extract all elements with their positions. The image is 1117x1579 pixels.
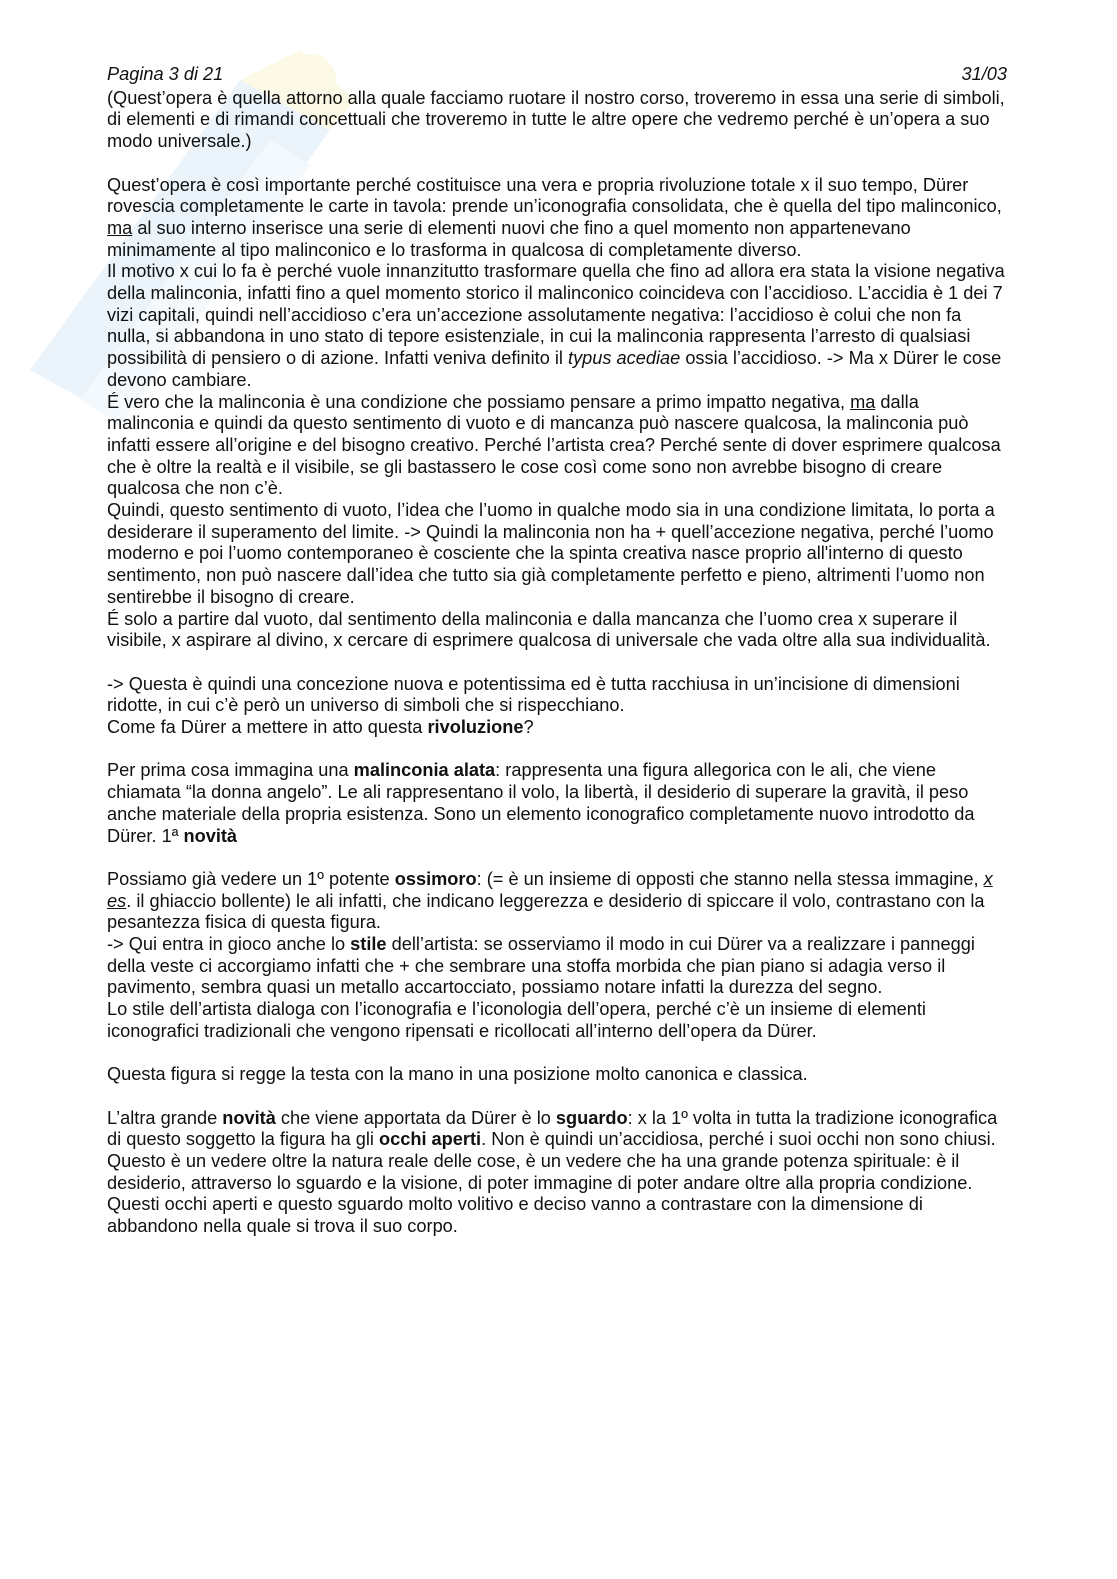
paragraph: (Quest’opera è quella attorno alla quale facciamo ruotare il nostro corso, troveremo in essa una serie di simboli, di elementi e di rimandi concettuali che troveremo in tutte le altre opere che vedremo perché è un’opera a suo modo universale.) [107, 87, 1005, 152]
paragraph: Per prima cosa immagina una malinconia alata: rappresenta una figura allegorica con le ali, che viene chiamata “la donna angelo”. Le ali rappresentano il volo, la libertà, il desiderio di superare la gravità, il peso anche materiale della propria esistenza. Sono un elemento iconografico completamente nuovo introdotto da Dürer. 1ª novità [107, 760, 975, 846]
paragraph: É solo a partire dal vuoto, dal sentimento della malinconia e dalla mancanza che l’uomo crea x superare il visibile, x aspirare al divino, x cercare di esprimere qualcosa di universale che vada oltre alla sua individualità. [107, 608, 991, 651]
paragraph: Come fa Dürer a mettere in atto questa rivoluzione? [107, 717, 534, 738]
page-date: 31/03 [961, 64, 1007, 84]
paragraph: Questa figura si regge la testa con la mano in una posizione molto canonica e classica. [107, 1064, 808, 1085]
paragraph: É vero che la malinconia è una condizione che possiamo pensare a primo impatto negativa, ma dalla malinconia e quindi da questo sentimento di vuoto e di mancanza può nascere qualcosa, la malinconia può infatti essere all’origine e del bisogno creativo. Perché l’artista crea? Perché sente di dover esprimere qualcosa che è oltre la realtà e il visibile, se gli bastassero le cose così come sono non avrebbe bisogno di creare qualcosa che non c’è. [107, 391, 1001, 499]
paragraph: Questi occhi aperti e questo sguardo molto volitivo e deciso vanno a contrastare con la dimensione di abbandono nella quale si trova il suo corpo. [107, 1194, 923, 1237]
paragraph: Questo è un vedere oltre la natura reale delle cose, è un vedere che ha una grande potenza spirituale: è il desiderio, attraverso lo sguardo e la visione, di poter immagine di poter andare oltre alla propria condizione. [107, 1151, 973, 1193]
page-header [107, 64, 1007, 86]
page-number: Pagina 3 di 21 [107, 64, 224, 84]
paragraph: -> Questa è quindi una concezione nuova e potentissima ed è tutta racchiusa in un’incisione di dimensioni ridotte, in cui c’è però un universo di simboli che si rispecchiano. [107, 673, 960, 716]
paragraph: Quest’opera è così importante perché costituisce una vera e propria rivoluzione totale x il suo tempo, Dürer rovescia completamente le carte in tavola: prende un’iconografia consolidata, che è quella del tipo malinconico, ma al suo interno inserisce una serie di elementi nuovi che fino a quel momento non appartenevano minimamente al tipo malinconico e lo trasforma in qualcosa di completamente diverso. [107, 174, 1002, 260]
paragraph: Quindi, questo sentimento di vuoto, l’idea che l’uomo in qualche modo sia in una condizione limitata, lo porta a desiderare il superamento del limite. -> Quindi la malinconia non ha + quell’accezione negativa, perché l’uomo moderno e poi l’uomo contemporaneo è cosciente che la spinta creativa nasce proprio all'interno di questo sentimento, non può nascere dall’idea che tutto sia già completamente perfetto e pieno, altrimenti l’uomo non sentirebbe il bisogno di creare. [107, 500, 995, 607]
paragraph: -> Qui entra in gioco anche lo stile dell’artista: se osserviamo il modo in cui Dürer va a realizzare i panneggi della veste ci accorgiamo infatti che + che sembrare una stoffa morbida che pian piano si adagia verso il pavimento, sembra quasi un metallo accartocciato, possiamo notare infatti la durezza del segno. [107, 934, 975, 998]
paragraph: Possiamo già vedere un 1º potente ossimoro: (= è un insieme di opposti che stanno nella stessa immagine, x es. il ghiaccio bollente) le ali infatti, che indicano leggerezza e desiderio di spiccare il volo, contrastano con la pesantezza fisica di questa figura. [107, 868, 993, 933]
paragraph: Lo stile dell’artista dialoga con l’iconografia e l’iconologia dell’opera, perché c’è un insieme di elementi iconografici tradizionali che vengono ripensati e ricollocati all’interno dell’opera da Dürer. [107, 999, 926, 1041]
paragraph: L’altra grande novità che viene apportata da Dürer è lo sguardo: x la 1º volta in tutta la tradizione iconografica di questo soggetto la figura ha gli occhi aperti. Non è quindi un’accidiosa, perché i suoi occhi non sono chiusi. [107, 1107, 998, 1150]
paragraph: Il motivo x cui lo fa è perché vuole innanzitutto trasformare quella che fino ad allora era stata la visione negativa della malinconia, infatti fino a quel momento storico il malinconico coincideva con l’accidioso. L’accidia è 1 dei 7 vizi capitali, quindi nell’accidioso c’era un’accezione assolutamente negativa: l’accidioso è colui che non fa nulla, si abbandona in uno stato di tepore esistenziale, in cui la malinconia rappresenta l’arresto di qualsiasi possibilità di pensiero o di azione. Infatti veniva definito il typus acediae ossia l’accidioso. -> Ma x Dürer le cose devono cambiare. [107, 261, 1005, 390]
